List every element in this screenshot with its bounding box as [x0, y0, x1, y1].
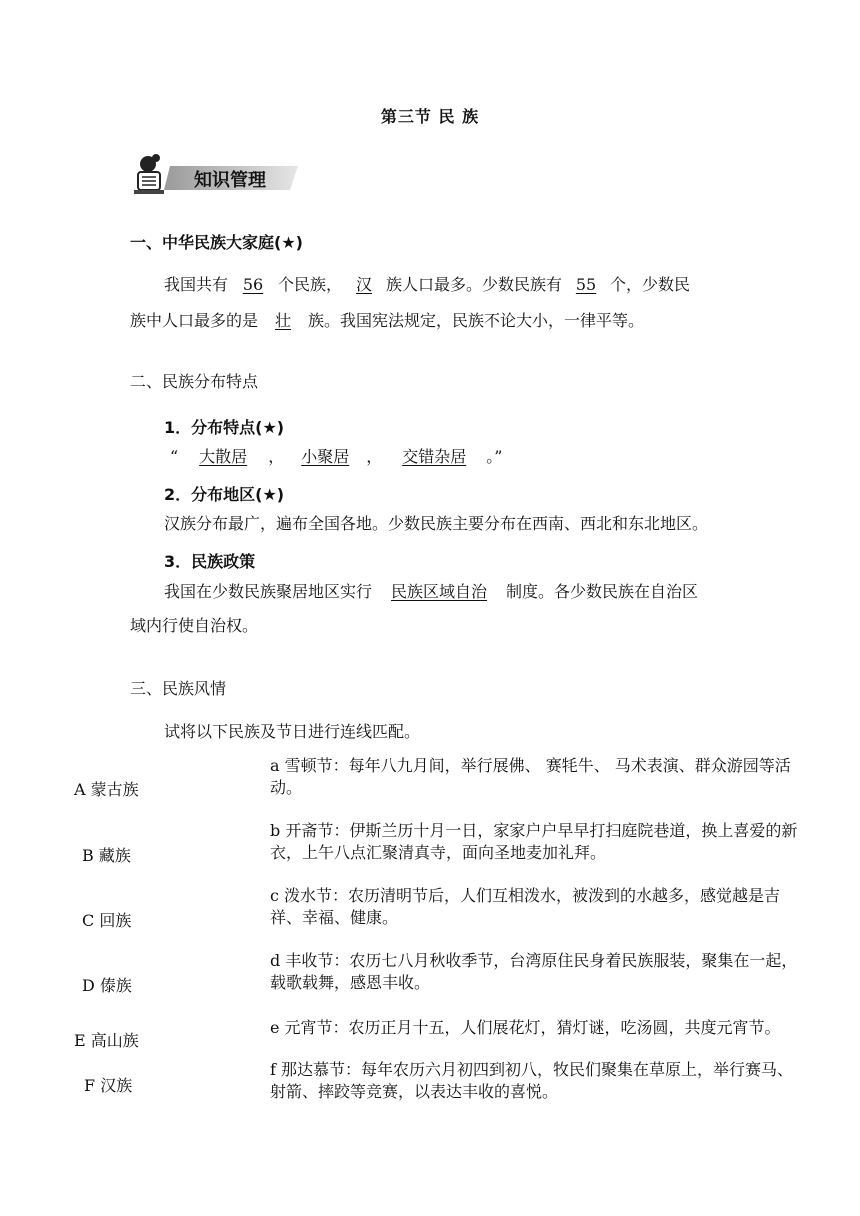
ethnic-group-item: A 蒙古族 [74, 780, 139, 799]
answer-blank: 民族区域自治 [391, 582, 488, 601]
section1-line1 [164, 275, 690, 295]
festival-item: d 丰收节：农历七八月秋收季节，台湾原住民身着民族服装，聚集在一起，载歌载舞，感恩丰收。 [270, 951, 798, 992]
text: 个民族， [278, 275, 343, 294]
answer-blank: 55 [575, 275, 597, 294]
festival-item: a 雪顿节：每年八九月间，举行展佛、 赛牦牛、 马术表演、群众游园等活动。 [270, 756, 791, 797]
section2-heading: 二、民族分布特点 [130, 372, 259, 391]
ethnic-group-item: B 藏族 [82, 846, 131, 865]
distribution-features [170, 447, 502, 467]
text: 族中人口最多的是 [130, 311, 259, 330]
item3-line1 [164, 582, 698, 602]
ethnic-group-item: D 傣族 [82, 976, 132, 995]
page-title: 第三节 民 族 [380, 107, 480, 126]
text: 我国共有 [164, 275, 229, 294]
text: 。” [486, 447, 503, 466]
text: 我国在少数民族聚居地区实行 [164, 582, 373, 601]
text: ， [268, 447, 285, 466]
text: 制度。各少数民族在自治区 [506, 582, 699, 601]
matching-instruction: 试将以下民族及节日进行连线匹配。 [164, 722, 421, 741]
answer-blank: 小聚居 [301, 447, 350, 466]
section3-heading: 三、民族风情 [130, 679, 227, 698]
festival-item: e 元宵节：农历正月十五，人们展花灯，猜灯谜，吃汤圆，共度元宵节。 [270, 1018, 781, 1037]
festival-item: b 开斋节：伊斯兰历十月一日，家家户户早早打扫庭院巷道，换上喜爱的新衣，上午八点汇聚清真寺，面向圣地麦加礼拜。 [270, 821, 798, 862]
text: “ [170, 447, 179, 466]
festival-item: c 泼水节：农历清明节后，人们互相泼水，被泼到的水越多，感觉越是吉祥、幸福、健康。 [270, 886, 781, 927]
text: ， [366, 447, 383, 466]
section1-line2 [130, 311, 644, 331]
answer-blank: 56 [242, 275, 264, 294]
ethnic-group-item: E 高山族 [74, 1031, 139, 1050]
section1-heading: 一、中华民族大家庭(★) [130, 233, 303, 252]
text: 族。我国宪法规定，民族不论大小，一律平等。 [308, 311, 645, 330]
item1-heading: 1．分布特点(★) [164, 418, 285, 437]
answer-blank: 汉 [356, 275, 373, 294]
answer-blank: 壮 [275, 311, 292, 330]
student-reading-icon [134, 154, 164, 194]
item3-line2: 域内行使自治权。 [130, 616, 259, 635]
knowledge-banner-label: 知识管理 [194, 170, 266, 191]
answer-blank: 大散居 [199, 447, 248, 466]
text: 个，少数民 [610, 275, 691, 294]
item2-text: 汉族分布最广，遍布全国各地。少数民族主要分布在西南、西北和东北地区。 [164, 514, 709, 533]
ethnic-group-item: F 汉族 [84, 1076, 133, 1095]
item3-heading: 3．民族政策 [164, 552, 256, 571]
text: 族人口最多。少数民族有 [386, 275, 563, 294]
answer-blank: 交错杂居 [402, 447, 467, 466]
ethnic-group-item: C 回族 [82, 911, 132, 930]
festival-item: f 那达慕节：每年农历六月初四到初八，牧民们聚集在草原上，举行赛马、射箭、摔跤等竞赛，以表达丰收的喜悦。 [270, 1060, 794, 1101]
item2-heading: 2．分布地区(★) [164, 485, 285, 504]
